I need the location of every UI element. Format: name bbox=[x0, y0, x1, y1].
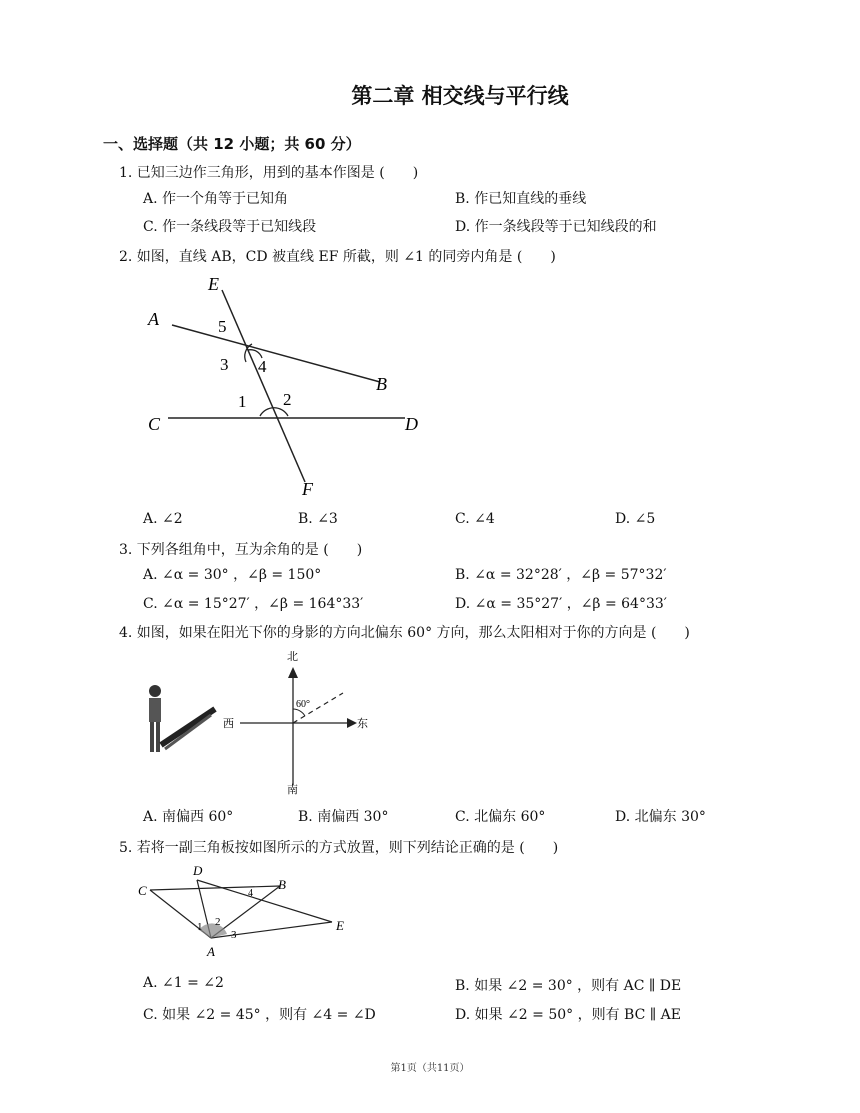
q4-label-west: 西 bbox=[223, 718, 234, 730]
q5-label-c: C bbox=[138, 883, 147, 898]
q5-option-c[interactable]: C. 如果 ∠2 = 45° ，则有 ∠4 = ∠D bbox=[143, 1007, 376, 1023]
page-title: 第二章 相交线与平行线 bbox=[351, 84, 569, 108]
q1-option-c[interactable]: C. 作一条线段等于已知线段 bbox=[143, 219, 317, 235]
q2-label-4: 4 bbox=[258, 357, 267, 376]
q4-label-south: 南 bbox=[287, 784, 298, 796]
q3-option-a[interactable]: A. ∠α = 30° ，∠β = 150° bbox=[143, 567, 322, 583]
q4-label-north: 北 bbox=[287, 651, 298, 663]
question-3-stem: 3. 下列各组角中，互为余角的是 ( ) bbox=[119, 542, 363, 558]
q5-label-1: 1 bbox=[197, 921, 203, 933]
q2-label-b: B bbox=[376, 374, 387, 394]
q1-option-a[interactable]: A. 作一个角等于已知角 bbox=[143, 191, 289, 207]
person-shadow-illustration bbox=[149, 685, 215, 752]
q2-option-d[interactable]: D. ∠5 bbox=[615, 511, 656, 527]
q1-option-b[interactable]: B. 作已知直线的垂线 bbox=[455, 191, 587, 207]
q4-option-b[interactable]: B. 南偏西 30° bbox=[298, 809, 389, 825]
q4-option-a[interactable]: A. 南偏西 60° bbox=[143, 809, 234, 825]
q2-label-a: A bbox=[148, 309, 159, 329]
q5-figure-set-squares bbox=[135, 858, 355, 970]
q5-option-d[interactable]: D. 如果 ∠2 = 50° ，则有 BC ∥ AE bbox=[455, 1007, 682, 1023]
q3-option-d[interactable]: D. ∠α = 35°27′ ，∠β = 64°33′ bbox=[455, 596, 667, 612]
q2-option-c[interactable]: C. ∠4 bbox=[455, 511, 495, 527]
q5-label-e: E bbox=[336, 918, 344, 933]
q3-option-b[interactable]: B. ∠α = 32°28′ ，∠β = 57°32′ bbox=[455, 567, 667, 583]
q2-figure-transversal bbox=[140, 270, 440, 500]
q5-option-a[interactable]: A. ∠1 = ∠2 bbox=[143, 975, 224, 991]
q4-label-east: 东 bbox=[357, 718, 368, 730]
q5-label-2: 2 bbox=[215, 916, 221, 928]
q4-option-d[interactable]: D. 北偏东 30° bbox=[615, 809, 706, 825]
q2-label-2: 2 bbox=[283, 390, 292, 409]
q5-label-4: 4 bbox=[248, 888, 253, 899]
q5-option-b[interactable]: B. 如果 ∠2 = 30° ，则有 AC ∥ DE bbox=[455, 978, 682, 994]
q2-label-5: 5 bbox=[218, 317, 227, 336]
q4-option-c[interactable]: C. 北偏东 60° bbox=[455, 809, 546, 825]
section-heading: 一、选择题（共 12 小题；共 60 分） bbox=[103, 135, 361, 153]
question-1-stem: 1. 已知三边作三角形，用到的基本作图是 ( ) bbox=[119, 165, 419, 181]
q5-label-a: A bbox=[207, 944, 215, 959]
q4-label-angle: 60° bbox=[296, 699, 310, 710]
question-4-stem: 4. 如图，如果在阳光下你的身影的方向北偏东 60° 方向，那么太阳相对于你的方向是 ( ) bbox=[119, 625, 690, 641]
q1-option-d[interactable]: D. 作一条线段等于已知线段的和 bbox=[455, 219, 657, 235]
q2-label-e: E bbox=[208, 274, 219, 294]
q4-figure-compass bbox=[135, 645, 385, 800]
q2-label-c: C bbox=[148, 414, 161, 434]
q5-label-b: B bbox=[278, 877, 286, 892]
q2-label-f: F bbox=[302, 479, 313, 499]
q5-label-3: 3 bbox=[231, 929, 237, 941]
q2-label-d: D bbox=[405, 414, 418, 434]
q2-label-3: 3 bbox=[220, 355, 229, 374]
question-5-stem: 5. 若将一副三角板按如图所示的方式放置，则下列结论正确的是 ( ) bbox=[119, 840, 559, 856]
page-footer: 第1页（共11页） bbox=[390, 1063, 470, 1074]
q2-label-1: 1 bbox=[238, 392, 247, 411]
q2-option-b[interactable]: B. ∠3 bbox=[298, 511, 338, 527]
q2-option-a[interactable]: A. ∠2 bbox=[143, 511, 183, 527]
q3-option-c[interactable]: C. ∠α = 15°27′ ，∠β = 164°33′ bbox=[143, 596, 364, 612]
question-2-stem: 2. 如图，直线 AB，CD 被直线 EF 所截，则 ∠1 的同旁内角是 ( ) bbox=[119, 249, 556, 265]
q5-label-d: D bbox=[193, 863, 203, 878]
